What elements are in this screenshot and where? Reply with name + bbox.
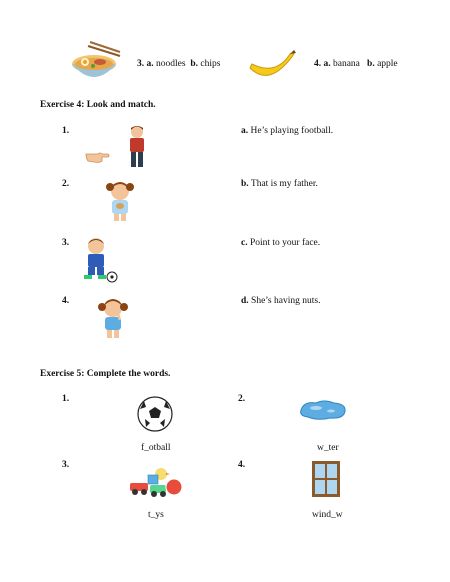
ex4-answer-b [241,179,318,190]
ex4-answer-d [241,296,320,307]
ex4-number-1: 1. [62,126,70,136]
q3-option-a-letter: a. [146,59,154,69]
word-4: wind_w [312,510,343,520]
girl-eating-image [104,179,136,223]
boy-football-image [80,237,118,283]
ex4-answer-c-letter: c. [241,238,248,248]
q4-option-a-text: banana [333,59,360,69]
ex5-number-1: 1. [62,394,70,404]
q4-option-a-letter: a. [323,59,331,69]
q4-option-b-text: apple [377,59,398,69]
girl-pointing-image [96,296,130,340]
toys-image [128,465,184,499]
ex4-answer-d-letter: d. [241,296,249,306]
ex4-answer-a-letter: a. [241,126,249,136]
ex5-number-3: 3. [62,460,70,470]
q3-option-b-text: chips [200,59,221,69]
word-2: w_ter [317,443,339,453]
q3-number: 3. [137,59,145,69]
window-image [311,460,341,498]
q3-options [137,59,220,70]
q4-option-b-letter: b. [367,59,375,69]
ex4-answer-b-letter: b. [241,179,249,189]
ex5-number-4: 4. [238,460,246,470]
pointing-hand-image [84,148,110,164]
ex4-answer-b-text: That is my father. [250,179,318,189]
football-image [136,395,174,433]
q4-number: 4. [314,59,322,69]
q3-option-b-letter: b. [190,59,198,69]
q4-options [314,59,398,70]
noodle-bowl-image [70,40,122,84]
q3-option-a-text: noodles [156,59,186,69]
ex4-answer-c-text: Point to your face. [249,238,321,248]
ex5-number-2: 2. [238,394,246,404]
banana-image [246,48,298,84]
ex4-answer-d-text: She’s having nuts. [251,296,321,306]
ex4-number-2: 2. [62,179,70,189]
father-image [126,124,148,170]
ex4-number-3: 3. [62,238,70,248]
exercise-5-title: Exercise 5: Complete the words. [40,369,171,379]
word-3: t_ys [148,510,164,520]
ex4-answer-c [241,238,320,249]
ex4-number-4: 4. [62,296,70,306]
water-puddle-image [298,398,348,422]
ex4-answer-a-text: He’s playing football. [250,126,334,136]
word-1: f_otball [141,443,171,453]
ex4-answer-a [241,126,333,137]
exercise-4-title: Exercise 4: Look and match. [40,100,156,110]
